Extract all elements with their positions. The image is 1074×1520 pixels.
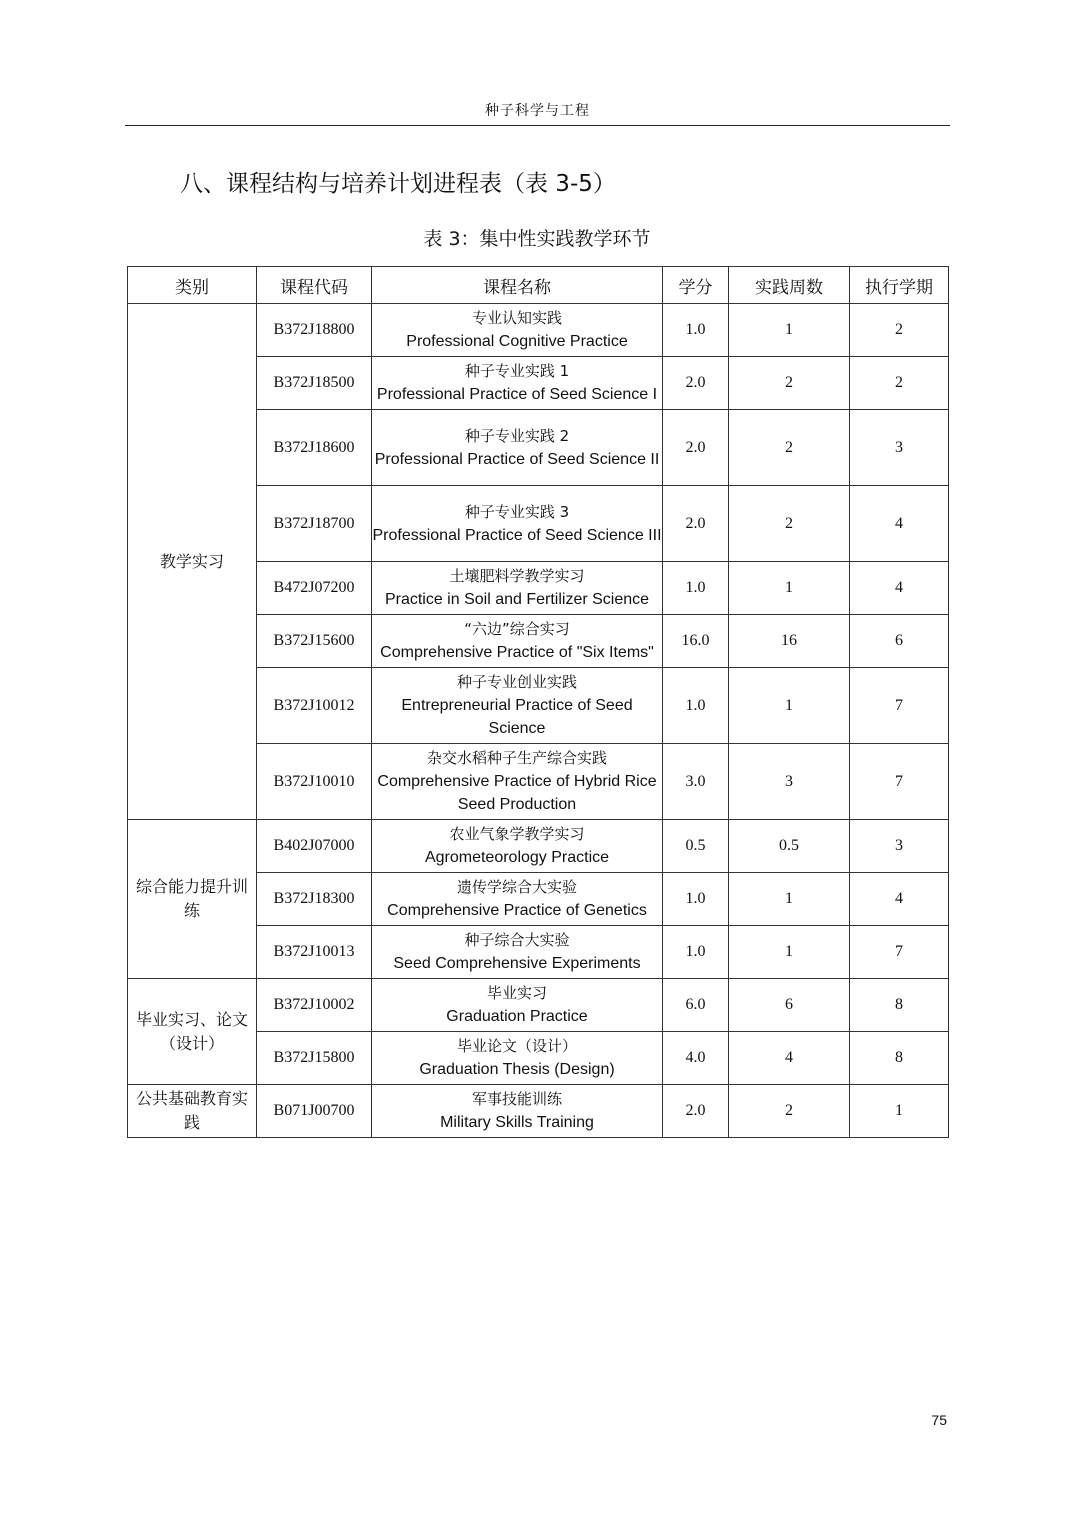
course-semester: 7	[850, 744, 949, 820]
course-code: B472J07200	[257, 562, 372, 615]
course-name-en: Practice in Soil and Fertilizer Science	[384, 591, 650, 608]
course-semester: 4	[850, 486, 949, 562]
course-credits: 1.0	[663, 873, 729, 926]
course-code: B402J07000	[257, 820, 372, 873]
course-weeks: 0.5	[729, 820, 850, 873]
course-name-cell	[372, 562, 663, 615]
course-name-cell	[372, 615, 663, 668]
course-credits: 2.0	[663, 1085, 729, 1138]
course-name-cell	[372, 926, 663, 979]
section-title: 八、课程结构与培养计划进程表（表 3-5）	[180, 171, 616, 197]
column-header-weeks: 实践周数	[729, 267, 850, 304]
course-name-en: Graduation Thesis (Design)	[419, 1061, 615, 1078]
course-weeks: 3	[729, 744, 850, 820]
column-header-category: 类别	[128, 267, 257, 304]
course-semester: 7	[850, 668, 949, 744]
course-semester: 4	[850, 873, 949, 926]
course-name-cn: 种子综合大实验	[464, 931, 570, 949]
course-weeks: 1	[729, 926, 850, 979]
course-name-cell	[372, 820, 663, 873]
course-name-cn: “六边”综合实习	[464, 620, 570, 638]
column-header-name: 课程名称	[372, 267, 663, 304]
column-header-semester: 执行学期	[850, 267, 949, 304]
course-semester: 1	[850, 1085, 949, 1138]
course-semester: 4	[850, 562, 949, 615]
course-credits: 4.0	[663, 1032, 729, 1085]
course-name-cn: 毕业实习	[486, 984, 547, 1002]
course-code: B372J18500	[257, 357, 372, 410]
course-weeks: 1	[729, 668, 850, 744]
course-name-cn: 土壤肥料学教学实习	[449, 567, 585, 585]
course-credits: 2.0	[663, 357, 729, 410]
category-cell: 毕业实习、论文（设计）	[128, 979, 257, 1085]
course-code: B372J18800	[257, 304, 372, 357]
course-name-cell	[372, 744, 663, 820]
course-credits: 0.5	[663, 820, 729, 873]
course-name-cn: 种子专业实践 2	[464, 426, 570, 445]
course-name-en: Professional Practice of Seed Science III	[372, 526, 662, 544]
table-row	[128, 979, 949, 1032]
course-name-en: Agrometeorology Practice	[424, 849, 610, 866]
course-name-cn: 杂交水稻种子生产综合实践	[426, 749, 607, 767]
course-name-cn: 毕业论文（设计）	[456, 1037, 577, 1055]
course-weeks: 1	[729, 873, 850, 926]
course-name-en: Comprehensive Practice of Hybrid Rice Seed Production	[377, 773, 657, 813]
course-weeks: 1	[729, 562, 850, 615]
course-code: B372J10012	[257, 668, 372, 744]
course-credits: 16.0	[663, 615, 729, 668]
column-header-credits: 学分	[663, 267, 729, 304]
column-header-code: 课程代码	[257, 267, 372, 304]
course-weeks: 2	[729, 1085, 850, 1138]
course-name-cn: 军事技能训练	[471, 1090, 562, 1108]
course-name-en: Military Skills Training	[440, 1114, 594, 1131]
course-credits: 1.0	[663, 562, 729, 615]
course-name-cell	[372, 668, 663, 744]
course-credits: 2.0	[663, 410, 729, 486]
course-weeks: 6	[729, 979, 850, 1032]
course-semester: 3	[850, 410, 949, 486]
table-row	[128, 1085, 949, 1138]
course-semester: 8	[850, 979, 949, 1032]
course-credits: 1.0	[663, 668, 729, 744]
course-name-cn: 种子专业实践 1	[464, 362, 570, 380]
course-weeks: 1	[729, 304, 850, 357]
course-name-en: Seed Comprehensive Experiments	[393, 955, 641, 972]
course-name-cn: 遗传学综合大实验	[456, 878, 577, 896]
course-name-en: Comprehensive Practice of "Six Items"	[380, 644, 654, 661]
course-name-cell	[372, 1032, 663, 1085]
course-semester: 6	[850, 615, 949, 668]
course-name-cell	[372, 873, 663, 926]
course-name-cn: 种子专业实践 3	[464, 502, 570, 521]
course-weeks: 2	[729, 486, 850, 562]
course-code: B372J10010	[257, 744, 372, 820]
course-semester: 2	[850, 357, 949, 410]
course-code: B372J10013	[257, 926, 372, 979]
course-weeks: 2	[729, 357, 850, 410]
course-name-cell	[372, 304, 663, 357]
course-credits: 6.0	[663, 979, 729, 1032]
course-name-cell	[372, 979, 663, 1032]
course-name-en: Entrepreneurial Practice of Seed Science	[401, 697, 633, 737]
course-weeks: 16	[729, 615, 850, 668]
course-semester: 2	[850, 304, 949, 357]
course-name-cn: 种子专业创业实践	[456, 673, 577, 691]
course-code: B372J10002	[257, 979, 372, 1032]
course-name-cell	[372, 1085, 663, 1138]
course-name-cell	[372, 486, 663, 562]
course-name-en: Professional Practice of Seed Science II	[374, 450, 660, 468]
course-credits: 3.0	[663, 744, 729, 820]
table-caption: 表 3：集中性实践教学环节	[423, 228, 651, 250]
page-number: 75	[931, 1412, 947, 1428]
course-weeks: 4	[729, 1032, 850, 1085]
course-code: B372J15800	[257, 1032, 372, 1085]
course-credits: 2.0	[663, 486, 729, 562]
course-name-en: Professional Practice of Seed Science I	[376, 386, 658, 403]
course-name-en: Graduation Practice	[446, 1008, 588, 1025]
table-row	[128, 304, 949, 357]
course-code: B372J15600	[257, 615, 372, 668]
course-code: B372J18600	[257, 410, 372, 486]
course-semester: 7	[850, 926, 949, 979]
category-cell: 综合能力提升训练	[128, 820, 257, 979]
course-name-cn: 农业气象学教学实习	[449, 825, 585, 843]
course-name-cell	[372, 357, 663, 410]
course-code: B372J18300	[257, 873, 372, 926]
header-rule	[125, 125, 950, 126]
course-semester: 8	[850, 1032, 949, 1085]
course-name-cn: 专业认知实践	[471, 309, 562, 327]
category-cell: 公共基础教育实践	[128, 1085, 257, 1138]
course-name-en: Professional Cognitive Practice	[406, 333, 628, 350]
course-code: B071J00700	[257, 1085, 372, 1138]
running-header: 种子科学与工程	[485, 103, 590, 119]
course-name-en: Comprehensive Practice of Genetics	[387, 902, 647, 919]
course-code: B372J18700	[257, 486, 372, 562]
category-cell: 教学实习	[128, 304, 257, 820]
table-row	[128, 820, 949, 873]
table-header-row	[128, 267, 949, 304]
course-credits: 1.0	[663, 304, 729, 357]
course-weeks: 2	[729, 410, 850, 486]
course-credits: 1.0	[663, 926, 729, 979]
course-name-cell	[372, 410, 663, 486]
course-semester: 3	[850, 820, 949, 873]
practice-course-table	[127, 266, 949, 1138]
